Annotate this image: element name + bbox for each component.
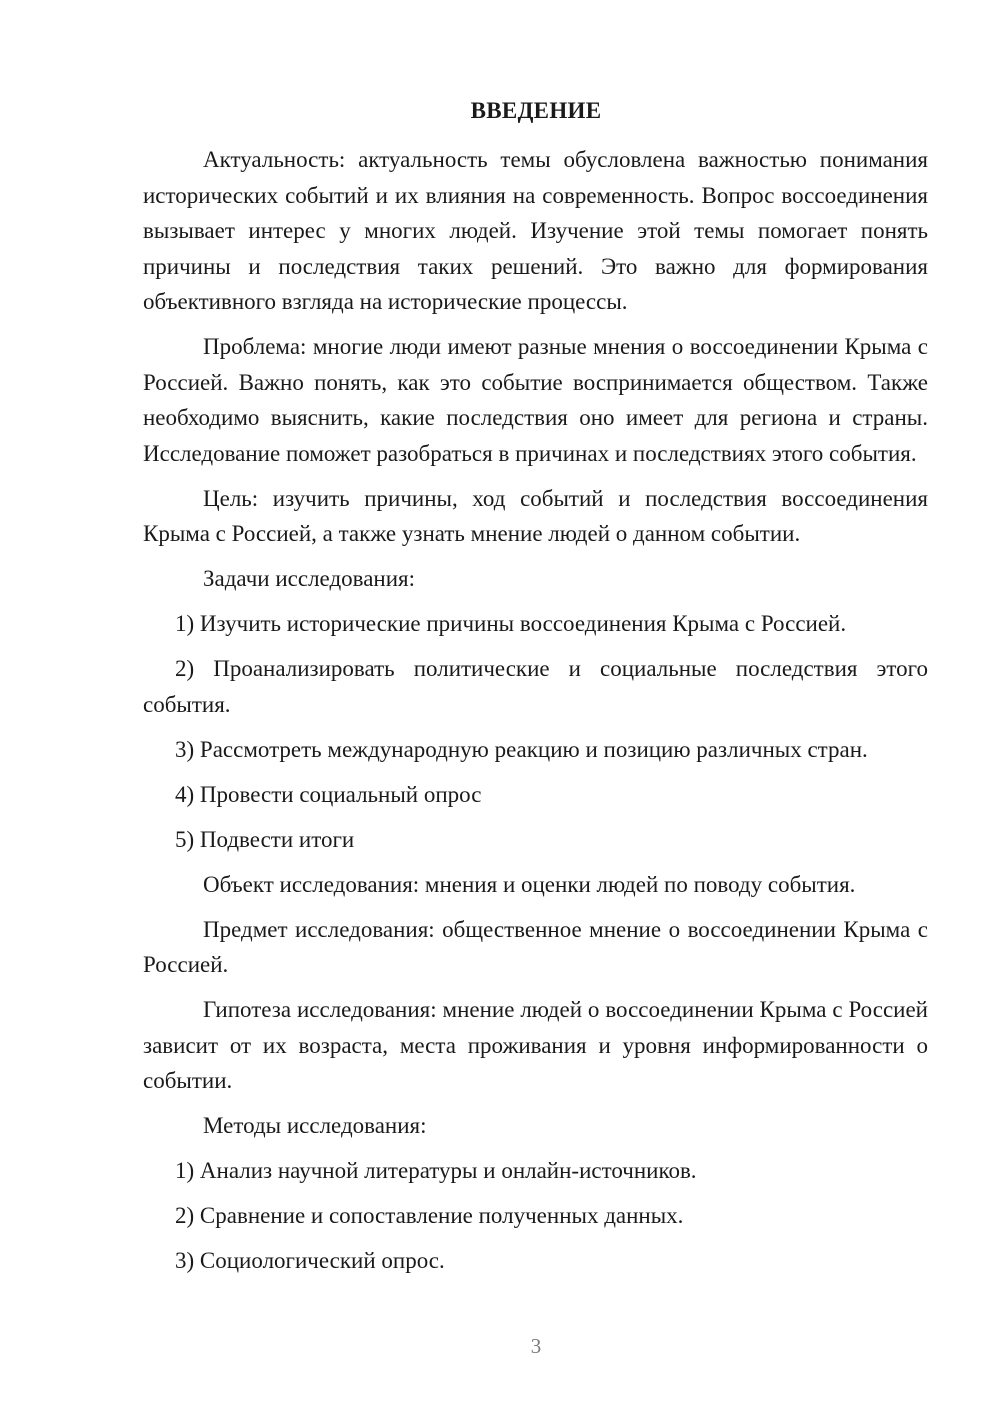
paragraph-goal: Цель: изучить причины, ход событий и последствия воссоединения Крыма с Россией, а также узнать мнение людей о данном событии. bbox=[143, 485, 928, 546]
document-body bbox=[143, 142, 928, 1288]
page-title: ВВЕДЕНИЕ bbox=[470, 98, 602, 123]
task-item: 1) Изучить исторические причины воссоединения Крыма с Россией. bbox=[175, 611, 847, 636]
methods-heading: Методы исследования: bbox=[203, 1113, 427, 1138]
task-item: 5) Подвести итоги bbox=[175, 826, 355, 852]
task-item: 2) Проанализировать политические и социальные последствия этого события. bbox=[143, 656, 928, 717]
tasks-heading: Задачи исследования: bbox=[203, 566, 416, 591]
paragraph-relevance: Актуальность: актуальность темы обусловлена важностью понимания исторических событий и их влияния на современность. Вопрос воссоединения вызывает интерес у многих людей. Изучение этой темы помогает понять причины и последствия таких решений. Это важно для формирования объективного взгляда на исторические процессы. bbox=[143, 147, 928, 314]
paragraph-subject: Предмет исследования: общественное мнение о воссоединении Крыма с Россией. bbox=[143, 916, 928, 977]
task-item: 4) Провести социальный опрос bbox=[175, 781, 482, 807]
method-item: 2) Сравнение и сопоставление полученных данных. bbox=[175, 1203, 684, 1228]
paragraph-problem: Проблема: многие люди имеют разные мнения о воссоединении Крыма с Россией. Важно понять, как это событие воспринимается обществом. Также необходимо выяснить, какие последствия оно имеет для региона и страны. Исследование поможет разобраться в причинах и последствиях этого события. bbox=[143, 334, 928, 466]
paragraph-object: Объект исследования: мнения и оценки людей по поводу события. bbox=[203, 871, 856, 897]
task-item: 3) Рассмотреть международную реакцию и позицию различных стран. bbox=[175, 736, 868, 762]
page-number: 3 bbox=[530, 1334, 542, 1358]
method-item: 1) Анализ научной литературы и онлайн-источников. bbox=[175, 1158, 697, 1183]
method-item: 3) Социологический опрос. bbox=[175, 1248, 445, 1273]
paragraph-hypothesis: Гипотеза исследования: мнение людей о воссоединении Крыма с Россией зависит от их возраста, места проживания и уровня информированности о событии. bbox=[143, 997, 928, 1093]
